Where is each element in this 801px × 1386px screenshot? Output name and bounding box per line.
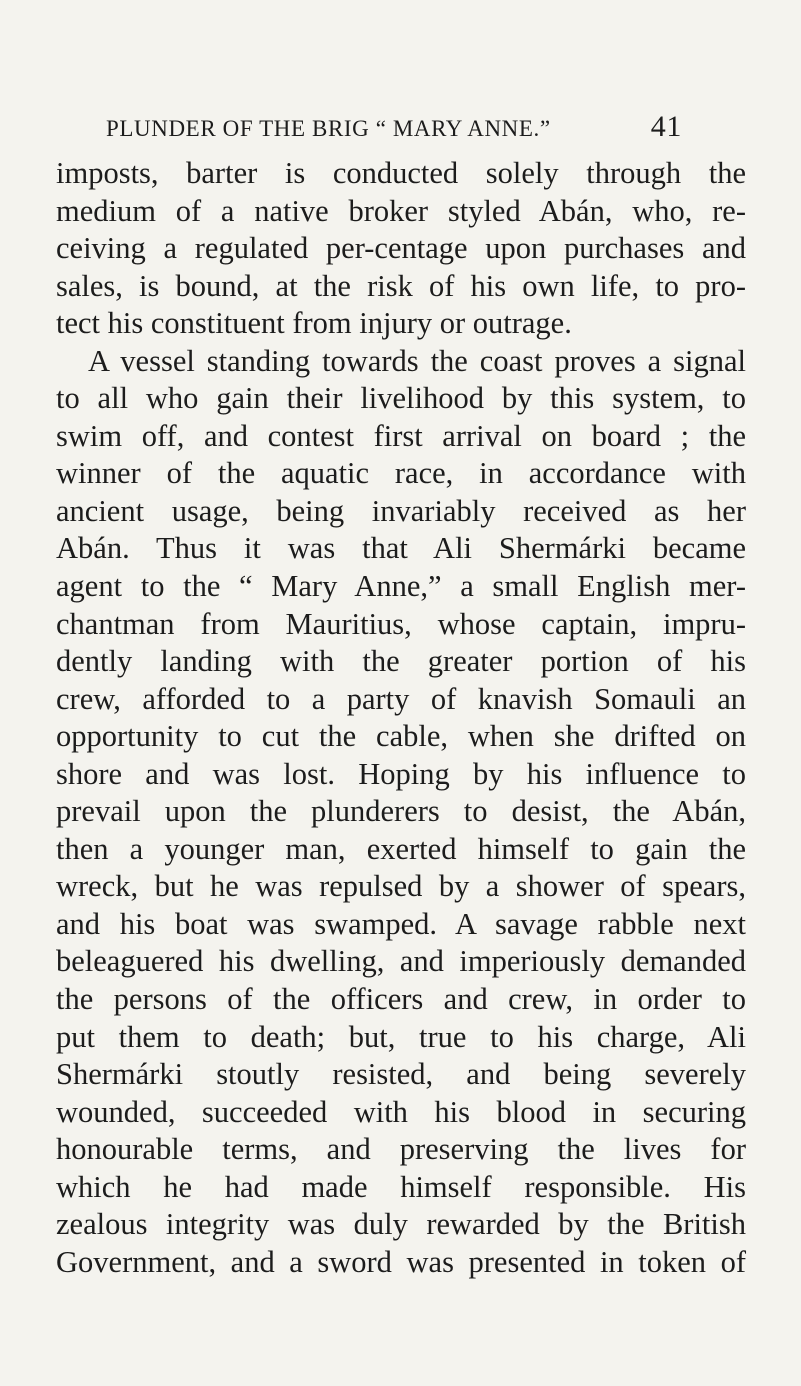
text-line: the persons of the officers and crew, in order to (56, 982, 746, 1017)
text-line: A vessel standing towards the coast proves a signal (88, 343, 746, 378)
text-line: wounded, succeeded with his blood in securing (56, 1094, 746, 1129)
text-line: shore and was lost. Hoping by his influence to (56, 756, 746, 791)
page-number: 41 (650, 110, 682, 143)
body-text (56, 155, 746, 1281)
text-line: Shermárki stoutly resisted, and being severely (56, 1057, 746, 1092)
text-line: sales, is bound, at the risk of his own life, to pro- (56, 268, 746, 303)
text-line: and his boat was swamped. A savage rabble next (56, 906, 746, 941)
text-line: ancient usage, being invariably received as her (56, 493, 746, 528)
text-line: zealous integrity was duly rewarded by the British (56, 1207, 746, 1242)
running-head (106, 110, 682, 152)
text-line: wreck, but he was repulsed by a shower of spears, (56, 869, 746, 904)
text-line: imposts, barter is conducted solely through the (56, 156, 746, 190)
text-line: to all who gain their livelihood by this system, to (56, 381, 746, 416)
text-line: put them to death; but, true to his charge, Ali (56, 1019, 746, 1054)
text-line: winner of the aquatic race, in accordance with (56, 456, 746, 491)
text-line: Abán. Thus it was that Ali Shermárki became (56, 531, 746, 566)
text-line: which he had made himself responsible. His (56, 1169, 746, 1204)
text-line: prevail upon the plunderers to desist, the Abán, (56, 794, 746, 829)
text-line: chantman from Mauritius, whose captain, impru- (56, 606, 746, 641)
text-line: swim off, and contest first arrival on board ; the (56, 418, 746, 453)
text-line: agent to the “ Mary Anne,” a small English mer- (56, 569, 746, 604)
text-line: then a younger man, exerted himself to gain the (56, 831, 746, 866)
text-line: medium of a native broker styled Abán, who, re- (56, 193, 746, 228)
text-line: ceiving a regulated per-centage upon purchases and (56, 231, 746, 266)
text-line: Government, and a sword was presented in token of (56, 1244, 746, 1279)
text-line: dently landing with the greater portion of his (56, 644, 746, 679)
text-line: honourable terms, and preserving the lives for (56, 1132, 746, 1167)
running-head-title: PLUNDER OF THE BRIG “ MARY ANNE.” (106, 116, 551, 141)
text-line: tect his constituent from injury or outrage. (56, 306, 572, 341)
text-line: opportunity to cut the cable, when she drifted on (56, 719, 746, 754)
text-line: crew, afforded to a party of knavish Somauli an (56, 681, 746, 716)
text-line: beleaguered his dwelling, and imperiously demanded (56, 944, 746, 979)
